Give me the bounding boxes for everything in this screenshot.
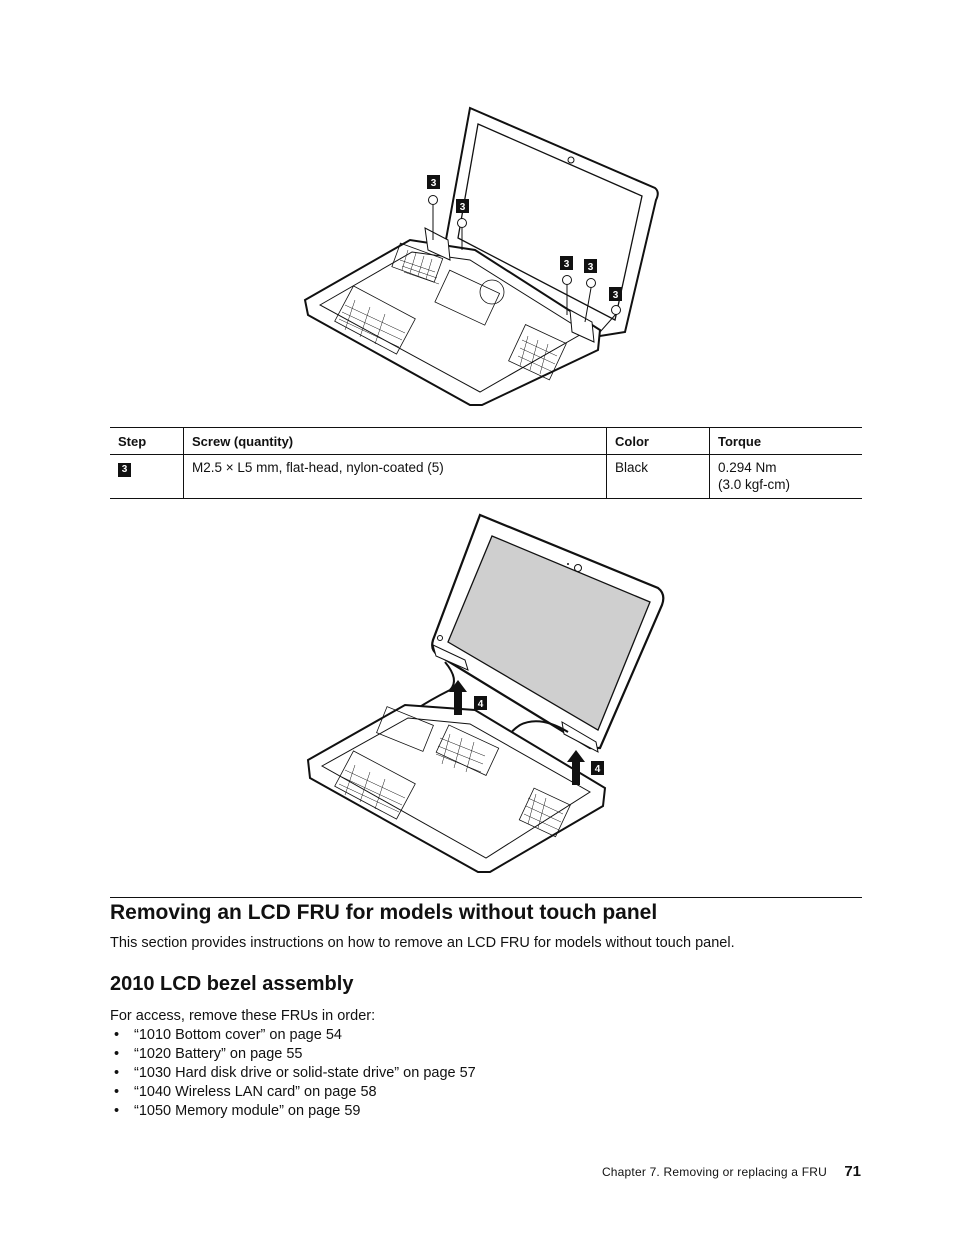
column-header-torque: Torque bbox=[710, 428, 863, 455]
column-header-step: Step bbox=[110, 428, 184, 455]
list-item: • “1030 Hard disk drive or solid-state drive” on page 57 bbox=[114, 1065, 476, 1081]
step-badge: 3 bbox=[118, 463, 131, 477]
chapter-label: Chapter 7. Removing or replacing a FRU bbox=[601, 1165, 827, 1179]
callout-3: 3 bbox=[587, 262, 594, 273]
table-header-row bbox=[110, 428, 862, 455]
list-item: • “1040 Wireless LAN card” on page 58 bbox=[114, 1084, 377, 1100]
callout-3: 3 bbox=[459, 202, 466, 213]
screw-cell: M2.5 × L5 mm, flat-head, nylon-coated (5) bbox=[184, 455, 607, 499]
access-instructions: For access, remove these FRUs in order: bbox=[110, 1008, 376, 1024]
list-item: • “1050 Memory module” on page 59 bbox=[114, 1103, 361, 1119]
fru-link[interactable]: “1030 Hard disk drive or solid-state drive” on page 57 bbox=[134, 1065, 476, 1081]
column-header-color: Color bbox=[607, 428, 710, 455]
figure-lift-display bbox=[300, 510, 670, 885]
callout-4: 4 bbox=[477, 699, 484, 710]
torque-cell bbox=[710, 455, 863, 499]
fru-link[interactable]: “1020 Battery” on page 55 bbox=[134, 1046, 303, 1062]
fru-list bbox=[110, 1026, 476, 1121]
column-header-screw: Screw (quantity) bbox=[184, 428, 607, 455]
callout-4: 4 bbox=[594, 764, 601, 775]
list-item: • “1020 Battery” on page 55 bbox=[114, 1046, 303, 1062]
callout-3: 3 bbox=[563, 259, 570, 270]
screw-spec-table bbox=[110, 427, 862, 499]
section-divider bbox=[110, 897, 862, 898]
page-footer bbox=[602, 1163, 861, 1180]
page-number: 71 bbox=[844, 1163, 861, 1180]
subsection-title: 2010 LCD bezel assembly bbox=[110, 973, 354, 995]
step-cell bbox=[110, 455, 184, 499]
callout-3: 3 bbox=[430, 178, 437, 189]
callout-3: 3 bbox=[612, 290, 619, 301]
fru-link[interactable]: “1010 Bottom cover” on page 54 bbox=[134, 1027, 342, 1043]
figure-hinge-screws bbox=[300, 100, 670, 415]
color-cell: Black bbox=[607, 455, 710, 499]
torque-value: 0.294 Nm bbox=[718, 460, 777, 475]
list-item: • “1010 Bottom cover” on page 54 bbox=[114, 1027, 342, 1043]
hinge-screws-illustration bbox=[300, 100, 670, 415]
section-title: Removing an LCD FRU for models without touch panel bbox=[110, 901, 658, 924]
section-intro: This section provides instructions on how to remove an LCD FRU for models without touch panel. bbox=[110, 935, 735, 951]
torque-value-alt: (3.0 kgf-cm) bbox=[718, 477, 791, 492]
fru-link[interactable]: “1050 Memory module” on page 59 bbox=[134, 1103, 361, 1119]
lift-display-illustration bbox=[300, 510, 670, 885]
table-row bbox=[110, 455, 862, 499]
fru-link[interactable]: “1040 Wireless LAN card” on page 58 bbox=[134, 1084, 377, 1100]
